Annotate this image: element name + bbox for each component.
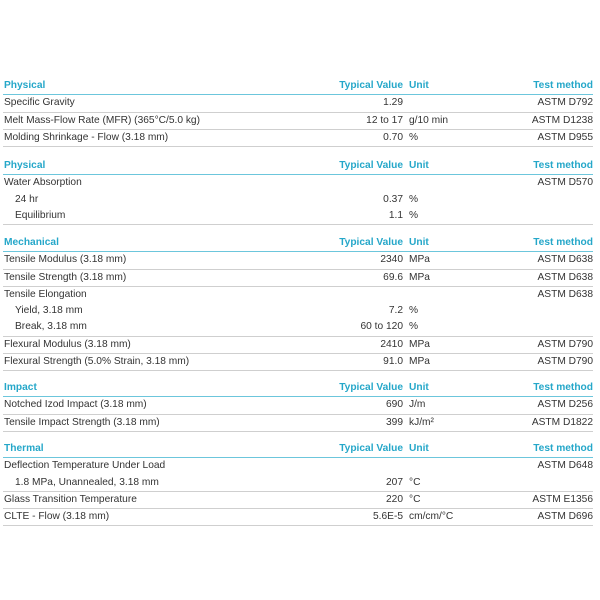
- unit: cm/cm/°C: [409, 511, 454, 523]
- section-title: Mechanical: [4, 237, 59, 248]
- typical-value-header: Typical Value: [339, 237, 403, 248]
- section-physical: [3, 78, 593, 147]
- property-label: CLTE - Flow (3.18 mm): [4, 511, 110, 523]
- typical-value: 60 to 120: [360, 321, 403, 333]
- property-label: Deflection Temperature Under Load: [4, 460, 166, 472]
- typical-value: 5.6E-5: [372, 511, 403, 523]
- property-label: Break, 3.18 mm: [15, 321, 87, 333]
- test-method: ASTM D696: [537, 511, 593, 523]
- property-label: Water Absorption: [4, 177, 82, 189]
- typical-value: 91.0: [383, 356, 403, 368]
- property-label: Yield, 3.18 mm: [15, 305, 83, 317]
- property-label: 1.8 MPa, Unannealed, 3.18 mm: [15, 476, 159, 488]
- table-row: [3, 303, 593, 319]
- property-label: Notched Izod Impact (3.18 mm): [4, 399, 147, 411]
- unit: %: [409, 305, 419, 317]
- table-row: [3, 397, 593, 414]
- section-impact: [3, 380, 593, 432]
- section-title: Physical: [4, 80, 46, 91]
- typical-value: 207: [386, 476, 403, 488]
- property-label: Equilibrium: [15, 209, 66, 221]
- unit: %: [409, 209, 419, 221]
- test-method: ASTM D648: [537, 460, 593, 472]
- unit: °C: [409, 493, 421, 505]
- property-label: Flexural Modulus (3.18 mm): [4, 338, 131, 350]
- unit: %: [409, 131, 419, 143]
- table-row: [3, 270, 593, 287]
- property-label: Glass Transition Temperature: [4, 493, 137, 505]
- typical-value: 1.1: [388, 209, 403, 221]
- typical-value: 12 to 17: [366, 114, 403, 126]
- section-thermal: [3, 441, 593, 526]
- typical-value: 0.37: [383, 193, 403, 205]
- test-method: ASTM D790: [537, 338, 593, 350]
- test-method: ASTM D638: [537, 254, 593, 266]
- unit: %: [409, 193, 419, 205]
- section-header: [3, 380, 593, 397]
- typical-value: 7.2: [388, 305, 403, 317]
- typical-value: 2340: [380, 254, 403, 266]
- test-method: ASTM D790: [537, 356, 593, 368]
- test-method: ASTM E1356: [532, 493, 593, 505]
- unit-header: Unit: [409, 80, 429, 91]
- property-label: Tensile Impact Strength (3.18 mm): [4, 416, 160, 428]
- property-label: Flexural Strength (5.0% Strain, 3.18 mm): [4, 356, 190, 368]
- test-method-header: Test method: [533, 80, 593, 91]
- typical-value-header: Typical Value: [339, 80, 403, 91]
- section-title: Thermal: [4, 443, 44, 454]
- test-method-header: Test method: [533, 382, 593, 393]
- test-method: ASTM D256: [537, 399, 593, 411]
- test-method: ASTM D638: [537, 288, 593, 300]
- table-row: [3, 354, 593, 371]
- table-row: [3, 458, 593, 474]
- unit: °C: [409, 476, 421, 488]
- unit: MPa: [409, 254, 430, 266]
- table-row: [3, 319, 593, 336]
- table-row: [3, 509, 593, 526]
- property-label: Molding Shrinkage - Flow (3.18 mm): [4, 131, 169, 143]
- unit-header: Unit: [409, 382, 429, 393]
- table-row: [3, 192, 593, 208]
- typical-value: 0.70: [383, 131, 403, 143]
- table-row: [3, 252, 593, 269]
- test-method-header: Test method: [533, 160, 593, 171]
- table-row: [3, 113, 593, 130]
- section-header: [3, 78, 593, 95]
- test-method-header: Test method: [533, 443, 593, 454]
- unit: MPa: [409, 356, 430, 368]
- table-row: [3, 130, 593, 147]
- test-method: ASTM D1238: [531, 114, 593, 126]
- unit: %: [409, 321, 419, 333]
- typical-value: 1.29: [383, 97, 403, 109]
- test-method: ASTM D638: [537, 271, 593, 283]
- unit: g/10 min: [409, 114, 449, 126]
- unit-header: Unit: [409, 443, 429, 454]
- table-row: [3, 208, 593, 225]
- unit: MPa: [409, 338, 430, 350]
- unit-header: Unit: [409, 160, 429, 171]
- unit: J/m: [409, 399, 426, 411]
- property-label: Tensile Modulus (3.18 mm): [4, 254, 127, 266]
- section-title: Impact: [4, 382, 37, 393]
- property-label: Tensile Elongation: [4, 288, 87, 300]
- typical-value: 399: [386, 416, 403, 428]
- test-method: ASTM D955: [537, 131, 593, 143]
- table-row: [3, 415, 593, 432]
- typical-value-header: Typical Value: [339, 443, 403, 454]
- table-row: [3, 475, 593, 492]
- typical-value: 220: [386, 493, 403, 505]
- property-label: Melt Mass-Flow Rate (MFR) (365°C/5.0 kg): [4, 114, 200, 126]
- unit: kJ/m²: [409, 416, 434, 428]
- test-method: ASTM D1822: [531, 416, 593, 428]
- typical-value: 2410: [380, 338, 403, 350]
- table-row: [3, 287, 593, 303]
- test-method: ASTM D570: [537, 177, 593, 189]
- property-label: 24 hr: [15, 193, 39, 205]
- typical-value: 69.6: [383, 271, 403, 283]
- table-row: [3, 175, 593, 191]
- test-method-header: Test method: [533, 237, 593, 248]
- section-mechanical: [3, 235, 593, 371]
- unit: MPa: [409, 271, 430, 283]
- typical-value-header: Typical Value: [339, 160, 403, 171]
- unit-header: Unit: [409, 237, 429, 248]
- section-header: [3, 235, 593, 252]
- table-row: [3, 492, 593, 509]
- section-header: [3, 158, 593, 175]
- section-physical: [3, 158, 593, 225]
- table-row: [3, 95, 593, 112]
- section-title: Physical: [4, 160, 46, 171]
- table-row: [3, 337, 593, 354]
- typical-value: 690: [386, 399, 403, 411]
- typical-value-header: Typical Value: [339, 382, 403, 393]
- property-label: Specific Gravity: [4, 97, 75, 109]
- section-header: [3, 441, 593, 458]
- property-label: Tensile Strength (3.18 mm): [4, 271, 127, 283]
- test-method: ASTM D792: [537, 97, 593, 109]
